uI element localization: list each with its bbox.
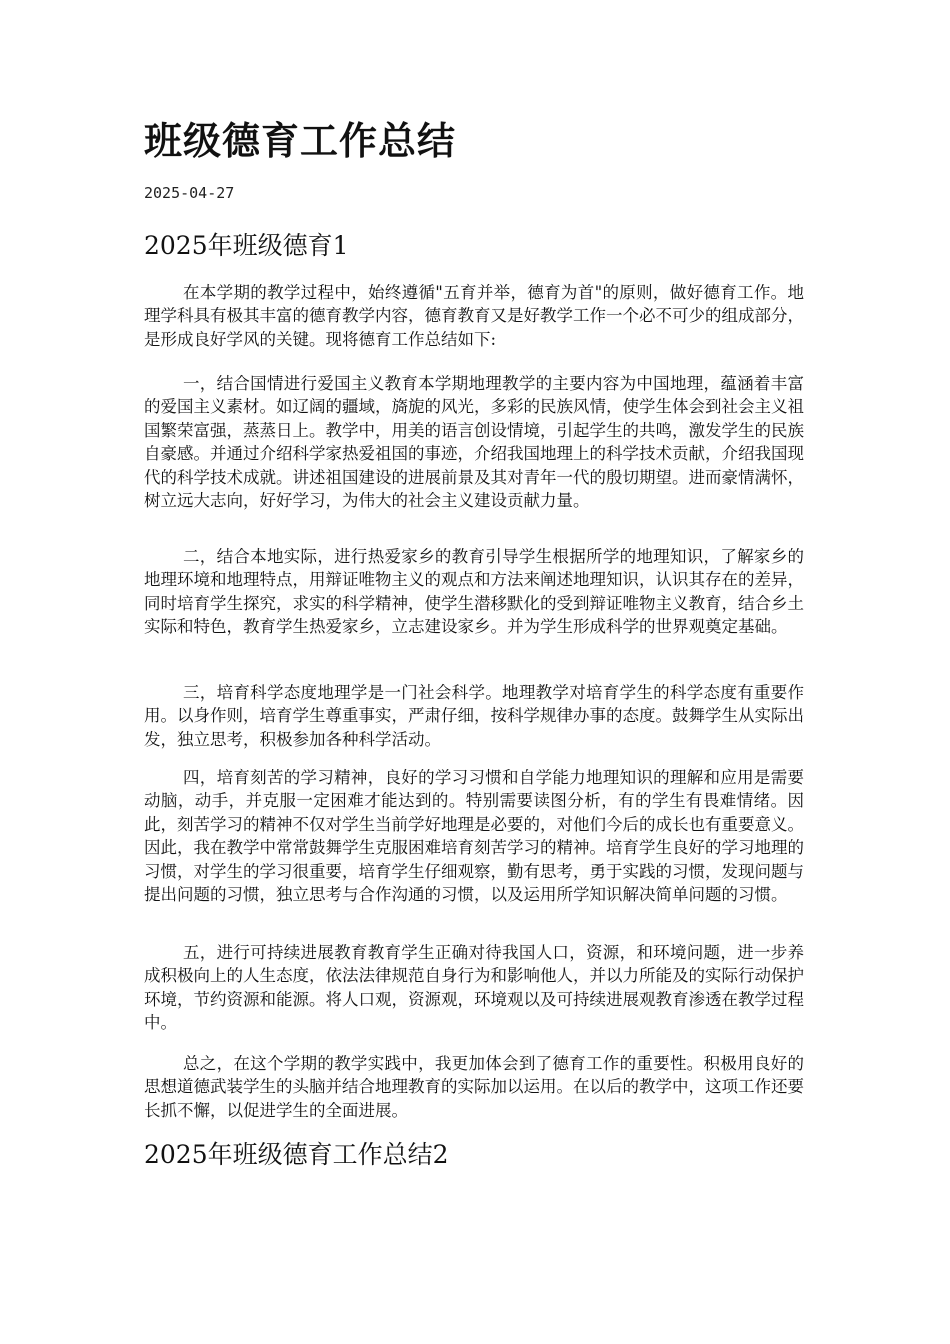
paragraph-point-3: 三，培育科学态度地理学是一门社会科学。地理教学对培育学生的科学态度有重要作用。以身作则，培育学生尊重事实，严肃仔细，按科学规律办事的态度。鼓舞学生从实际出发，独立思考，积极参加各种科学活动。 bbox=[144, 683, 804, 749]
section-heading-2: 2025年班级德育工作总结2 bbox=[144, 1140, 449, 1169]
paragraph-point-5: 五，进行可持续进展教育教育学生正确对待我国人口，资源，和环境问题，进一步养成积极向上的人生态度，依法法律规范自身行为和影响他人，并以力所能及的实际行动保护环境，节约资源和能源。将人口观，资源观，环境观以及可持续进展观教育渗透在教学过程中。 bbox=[144, 943, 804, 1033]
section-heading-1: 2025年班级德育1 bbox=[144, 231, 349, 260]
paragraph-point-1: 一，结合国情进行爱国主义教育本学期地理教学的主要内容为中国地理，蕴涵着丰富的爱国主义素材。如辽阔的疆域，旖旎的风光，多彩的民族风情，使学生体会到社会主义祖国繁荣富强，蒸蒸日上。教学中，用美的语言创设情境，引起学生的共鸣，激发学生的民族自豪感。并通过介绍科学家热爱祖国的事迹，介绍我国地理上的科学技术贡献，介绍我国现代的科学技术成就。讲述祖国建设的进展前景及其对青年一代的殷切期望。进而豪情满怀，树立远大志向，好好学习，为伟大的社会主义建设贡献力量。 bbox=[144, 374, 804, 511]
paragraph-point-4: 四，培育刻苦的学习精神，良好的学习习惯和自学能力地理知识的理解和应用是需要动脑，动手，并克服一定困难才能达到的。特别需要读图分析，有的学生有畏难情绪。因此，刻苦学习的精神不仅对学生当前学好地理是必要的，对他们今后的成长也有重要意义。因此，我在教学中常常鼓舞学生克服困难培育刻苦学习的精神。培育学生良好的学习地理的习惯，对学生的学习很重要，培育学生仔细观察，勤有思考，勇于实践的习惯，发现问题与提出问题的习惯，独立思考与合作沟通的习惯，以及运用所学知识解决简单问题的习惯。 bbox=[144, 768, 804, 905]
paragraph-conclusion: 总之，在这个学期的教学实践中，我更加体会到了德育工作的重要性。积极用良好的思想道德武装学生的头脑并结合地理教育的实际加以运用。在以后的教学中，这项工作还要长抓不懈，以促进学生的全面进展。 bbox=[144, 1054, 804, 1120]
document-date: 2025-04-27 bbox=[144, 184, 235, 202]
paragraph-point-2: 二，结合本地实际，进行热爱家乡的教育引导学生根据所学的地理知识，了解家乡的地理环境和地理特点，用辩证唯物主义的观点和方法来阐述地理知识，认识其存在的差异，同时培育学生探究，求实的科学精神，使学生潜移默化的受到辩证唯物主义教育，结合乡土实际和特色，教育学生热爱家乡，立志建设家乡。并为学生形成科学的世界观奠定基础。 bbox=[144, 547, 804, 637]
paragraph-intro: 在本学期的教学过程中，始终遵循"五育并举，德育为首"的原则，做好德育工作。地理学科具有极其丰富的德育教学内容，德育教育又是好教学工作一个必不可少的组成部分，是形成良好学风的关键。现将德育工作总结如下: bbox=[144, 283, 804, 349]
document-title: 班级德育工作总结 bbox=[144, 118, 457, 163]
